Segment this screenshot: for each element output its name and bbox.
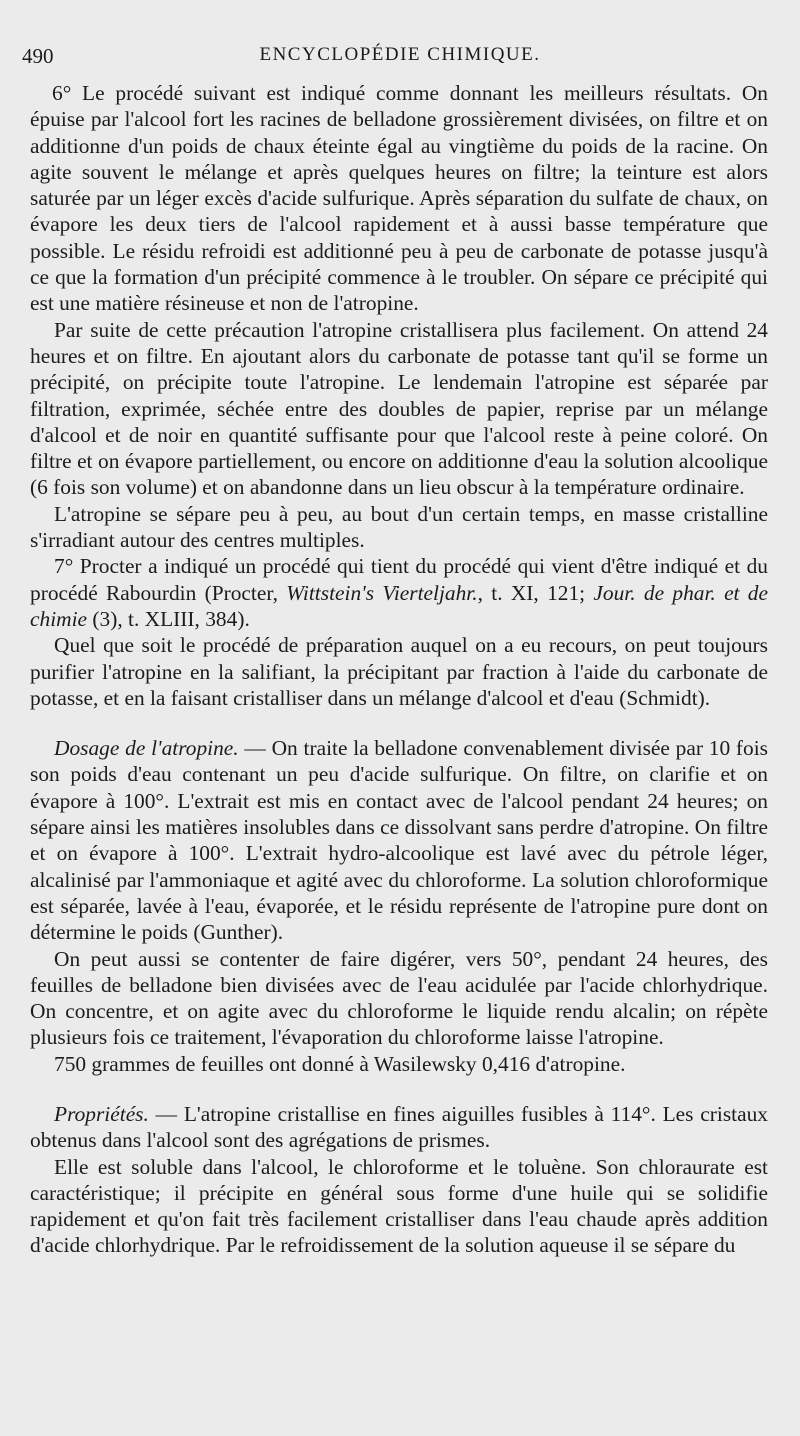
paragraph-yield: 750 grammes de feuilles ont donné à Wasilewsky 0,416 d'atropine. [54, 1051, 626, 1076]
paragraph-precaution: Par suite de cette précaution l'atropine cristallisera plus facilement. On attend 24 heures et on filtre. En ajoutant alors du carbonate de potasse tant qu'il se forme un précipité, on précipite toute l'atropine. Le lendemain l'atropine est séparée par filtration, exprimée, séchée entre des doubles de papier, reprise par un mélange d'alcool et de noir en quantité suffisante pour que l'alcool reste à peine coloré. On filtre et on évapore partiellement, ou encore on additionne d'eau la solution alcoolique (6 fois son volume) et on abandonne dans un lieu obscur à la température ordinaire. [30, 317, 768, 500]
citation-wittstein: Wittstein's Vierteljahr. [286, 580, 478, 605]
page-header [0, 44, 800, 72]
paragraph-method-7 [30, 553, 768, 632]
paragraph-solubility: Elle est soluble dans l'alcool, le chloroforme et le toluène. Son chloraurate est caractéristique; il précipite en général sous forme d'une huile qui se solidifie rapidement et qu'on fait très facilement cristalliser dans l'eau chaude après addition d'acide chlorhydrique. Par le refroidissement de la solution aqueuse il se sépare du [30, 1154, 768, 1258]
section-heading-properties: Propriétés. [54, 1101, 149, 1126]
body-text [30, 80, 768, 1259]
citation-journal: Jour. de phar. et de chimie [30, 580, 768, 631]
properties-body: — L'atropine cristallise en fines aiguilles fusibles à 114°. Les cristaux obtenus dans l'alcool sont des agrégations de prismes. [30, 1101, 768, 1153]
paragraph-purification: Quel que soit le procédé de préparation auquel on a eu recours, on peut toujours purifier l'atropine en la salifiant, la précipitant par fraction à l'aide du carbonate de potasse, et en la faisant cristalliser dans un mélange d'alcool et d'eau (Schmidt). [30, 633, 768, 710]
paragraph-crystallization: L'atropine se sépare peu à peu, au bout d'un certain temps, en masse cristalline s'irradiant autour des centres multiples. [30, 501, 768, 553]
paragraph-properties [30, 1101, 768, 1154]
method-7-text-c: , t. XI, 121; [477, 580, 594, 605]
section-heading-dosage: Dosage de l'atropine. [54, 736, 239, 761]
paragraph-dosage [30, 735, 768, 945]
page-number: 490 [22, 44, 54, 68]
method-7-text-e: (3), t. XLIII, 384). [87, 606, 250, 631]
method-7-text-a: 7° Procter a indiqué un procédé qui tient du procédé qui vient d'être indiqué et du procédé Rabourdin (Procter, [30, 554, 768, 605]
dosage-body: — On traite la belladone convenablement divisée par 10 fois son poids d'eau contenant un peu d'acide sulfurique. On filtre, on clarifie et on évapore à 100°. L'extrait est mis en contact avec de l'alcool pendant 24 heures; on sépare ainsi les matières insolubles dans ce dissolvant sans perdre d'atropine. On filtre et on évapore à 100°. L'extrait hydro-alcoolique est lavé avec du pétrole léger, alcalinisé par l'ammoniaque et agité avec du chloroforme. La solution chloroformique est séparée, lavée à l'eau, évaporée, et le résidu représente de l'atropine pure dont on détermine le poids (Gunther). [30, 736, 768, 945]
paragraph-method-6: 6° Le procédé suivant est indiqué comme donnant les meilleurs résultats. On épuise par l'alcool fort les racines de belladone grossièrement divisées, on filtre et on additionne d'un poids de chaux éteinte égal au vingtième du poids de la racine. On agite souvent le mélange et après quelques heures on filtre; la teinture est alors saturée par un léger excès d'acide sulfurique. Après séparation du sulfate de chaux, on évapore les deux tiers de l'alcool rapidement et à aussi basse température que possible. Le résidu refroidi est additionné peu à peu de carbonate de potasse jusqu'à ce que la formation d'un précipité commence à le troubler. On sépare ce précipité qui est une matière résineuse et non de l'atropine. [30, 81, 768, 316]
running-title: ENCYCLOPÉDIE CHIMIQUE. [259, 44, 541, 65]
paragraph-digestion: On peut aussi se contenter de faire digérer, vers 50°, pendant 24 heures, des feuilles de belladone bien divisées avec de l'eau acidulée par l'acide chlorhydrique. On concentre, et on agite avec du chloroforme le liquide rendu alcalin; on répète plusieurs fois ce traitement, l'évaporation du chloroforme laisse l'atropine. [30, 946, 768, 1050]
